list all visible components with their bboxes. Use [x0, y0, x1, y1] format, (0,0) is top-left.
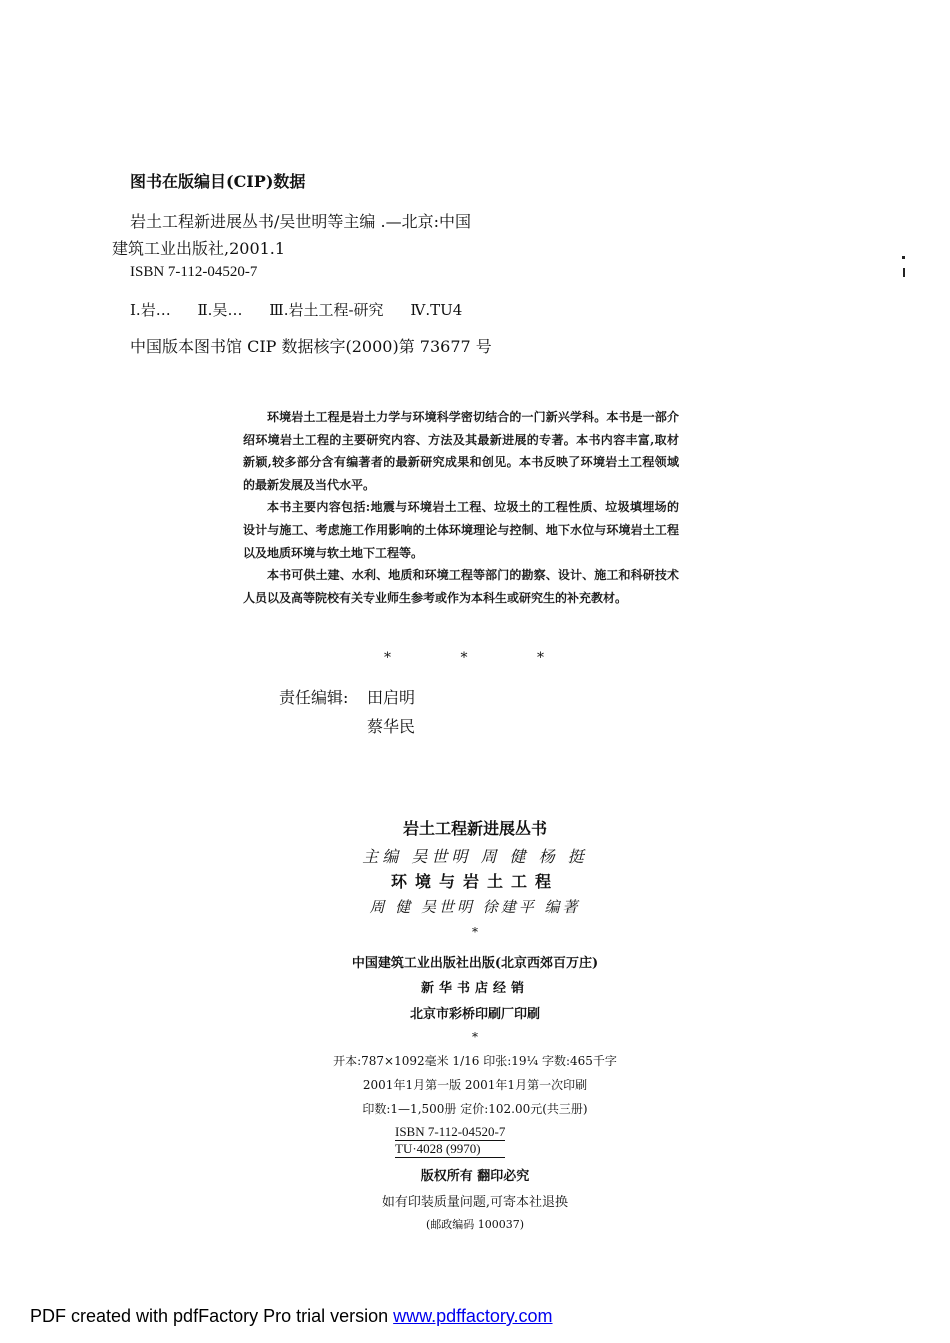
- cip-line-2: 建筑工业出版社,2001.1: [112, 239, 286, 258]
- scan-speck: [903, 268, 905, 277]
- print-run-price-line: 印数:1—1,500册 定价:102.00元(共三册): [362, 1102, 588, 1116]
- cip-subject-2: Ⅱ.吴…: [197, 301, 243, 319]
- isbn-block: [395, 1124, 505, 1158]
- postcode: (邮政编码 100037): [425, 1218, 525, 1231]
- publisher-line: 中国建筑工业出版社出版(北京西郊百万庄): [351, 956, 599, 971]
- pdffactory-link[interactable]: www.pdffactory.com: [393, 1306, 553, 1326]
- separator-star: *: [384, 650, 391, 666]
- return-notice: 如有印装质量问题,可寄本社退换: [381, 1195, 569, 1210]
- cip-subject-headings: [130, 299, 484, 320]
- cip-heading: 图书在版编目(CIP)数据: [130, 172, 306, 191]
- format-line: 开本:787×1092毫米 1/16 印张:19¼ 字数:465千字: [333, 1054, 617, 1068]
- responsible-editor-name: 田启明: [367, 688, 416, 707]
- scan-speck: [902, 256, 905, 259]
- separator-star: *: [472, 925, 478, 939]
- abstract-paragraph-2: 本书主要内容包括:地震与环境岩土工程、垃圾土的工程性质、垃圾填埋场的设计与施工、考虑施工作用影响的土体环境理论与控制、地下水位与环境岩土工程以及地质环境与软土地下工程等。: [243, 500, 679, 560]
- book-authors: 周 健 吴世明 徐建平 编著: [369, 898, 581, 916]
- cip-line-1: 岩土工程新进展丛书/吴世明等主编 .—北京:中国: [130, 212, 471, 231]
- abstract-paragraph-1: 环境岩土工程是岩土力学与环境科学密切结合的一门新兴学科。本书是一部介绍环境岩土工程的主要研究内容、方法及其最新进展的专著。本书内容丰富,取材新颖,较多部分含有编著者的最新研究成果和创见。本书反映了环境岩土工程领域的最新发展及当代水平。: [243, 410, 679, 492]
- printer-line: 北京市彩桥印刷厂印刷: [409, 1007, 540, 1022]
- responsible-editor-name: 蔡华民: [367, 717, 416, 736]
- classification-code: TU·4028 (9970): [395, 1141, 505, 1158]
- separator-star: *: [472, 1030, 478, 1044]
- cip-record-number: 中国版本图书馆 CIP 数据核字(2000)第 73677 号: [130, 337, 492, 356]
- series-title: 岩土工程新进展丛书: [402, 819, 547, 838]
- book-abstract: [243, 406, 679, 609]
- cip-isbn: ISBN 7-112-04520-7: [130, 264, 258, 280]
- cip-subject-3: Ⅲ.岩土工程-研究: [269, 301, 384, 319]
- cip-subject-4: Ⅳ.TU4: [410, 301, 463, 319]
- distributor-line: 新华书店经销: [420, 981, 529, 996]
- book-title: 环境与岩土工程: [390, 872, 559, 891]
- abstract-paragraph-3: 本书可供土建、水利、地质和环境工程等部门的勘察、设计、施工和科研技术人员以及高等院校有关专业师生参考或作为本科生或研究生的补充教材。: [243, 568, 679, 605]
- colophon-isbn: ISBN 7-112-04520-7: [395, 1124, 506, 1139]
- edition-line: 2001年1月第一版 2001年1月第一次印刷: [362, 1078, 588, 1092]
- rights-line: 版权所有 翻印必究: [420, 1169, 530, 1184]
- responsible-editor-label: 责任编辑:: [279, 688, 349, 707]
- separator-star: *: [460, 650, 468, 666]
- pdf-footer-text: PDF created with pdfFactory Pro trial version: [30, 1306, 394, 1326]
- separator-stars: [384, 650, 544, 666]
- cip-subject-1: Ⅰ.岩…: [130, 301, 171, 319]
- pdf-footer: [30, 1306, 553, 1327]
- separator-star: *: [537, 650, 544, 666]
- chief-editors: 主编 吴世明 周 健 杨 挺: [362, 847, 588, 866]
